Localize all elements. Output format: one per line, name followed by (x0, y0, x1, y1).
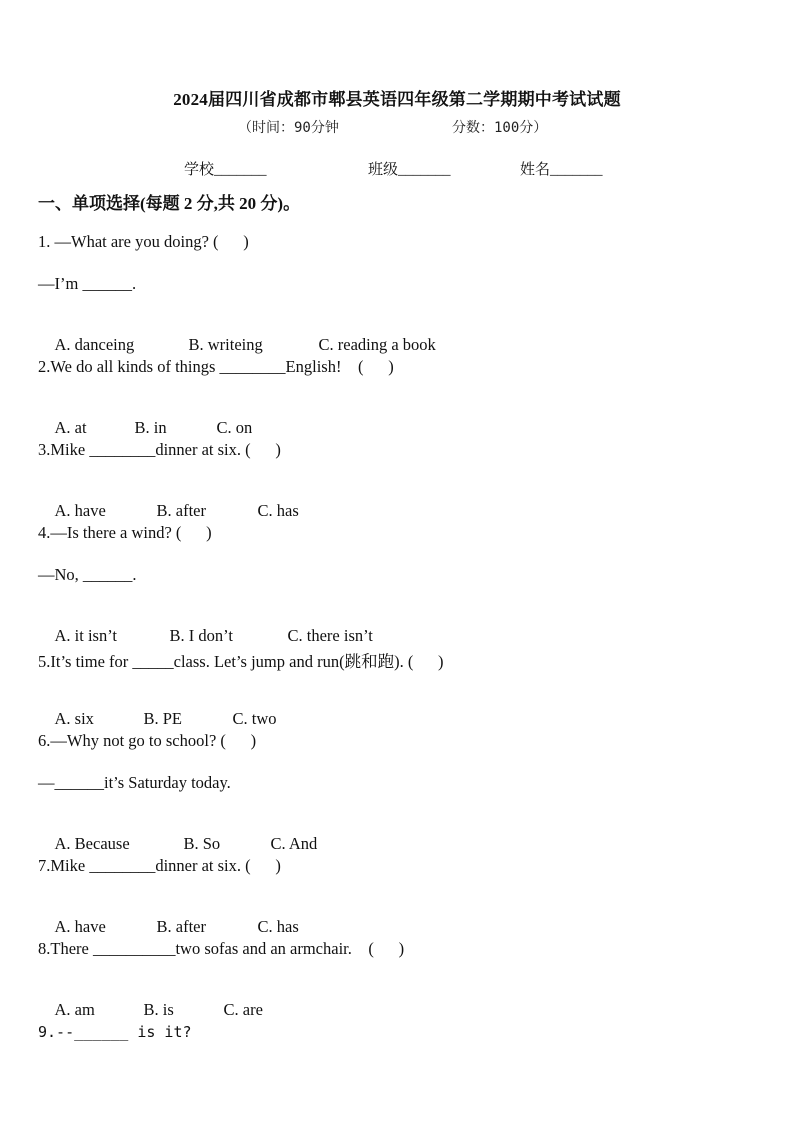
option-a[interactable]: A. six (54, 709, 94, 728)
page-title: 2024届四川省成都市郫县英语四年级第二学期期中考试试题 (173, 90, 621, 109)
option-b[interactable]: B. in (134, 418, 167, 437)
option-c[interactable]: C. on (216, 418, 253, 437)
name-field[interactable]: 姓名_______ (520, 162, 603, 178)
option-b[interactable]: B. writeing (188, 335, 263, 354)
option-b[interactable]: B. So (183, 834, 221, 853)
option-a[interactable]: A. danceing (54, 335, 135, 354)
option-a[interactable]: A. at (54, 418, 87, 437)
exam-score: 分数：100分） (452, 120, 548, 136)
option-c[interactable]: C. has (257, 917, 299, 936)
class-field[interactable]: 班级_______ (368, 162, 451, 178)
option-b[interactable]: B. I don’t (169, 626, 233, 645)
option-c[interactable]: C. reading a book (318, 335, 436, 354)
option-c[interactable]: C. are (223, 1000, 263, 1019)
school-field[interactable]: 学校_______ (184, 162, 267, 178)
option-a[interactable]: A. have (54, 501, 106, 520)
option-c[interactable]: C. two (232, 709, 277, 728)
question-9-stem: 9.--______ is it? (38, 1023, 192, 1041)
option-c[interactable]: C. has (257, 501, 299, 520)
option-b[interactable]: B. after (156, 501, 206, 520)
question-3-stem: 3.Mike ________dinner at six. ( ) (38, 440, 281, 459)
question-6-answer-line: —______it’s Saturday today. (38, 773, 231, 792)
question-5-stem: 5.It’s time for _____class. Let’s jump and run(跳和跑). ( ) (38, 652, 444, 671)
option-a[interactable]: A. am (54, 1000, 95, 1019)
question-1-stem: 1. —What are you doing? ( ) (38, 232, 249, 251)
section-heading: 一、单项选择(每题 2 分,共 20 分)。 (38, 194, 301, 213)
question-8-stem: 8.There __________two sofas and an armchair. ( ) (38, 939, 405, 958)
question-2-stem: 2.We do all kinds of things ________English! ( ) (38, 357, 394, 376)
question-7-stem: 7.Mike ________dinner at six. ( ) (38, 856, 281, 875)
option-b[interactable]: B. PE (143, 709, 183, 728)
exam-time: （时间：90分钟 (238, 120, 339, 136)
option-a[interactable]: A. Because (54, 834, 130, 853)
option-a[interactable]: A. it isn’t (54, 626, 117, 645)
question-4-answer-line: —No, ______. (38, 565, 137, 584)
question-6-stem: 6.—Why not go to school? ( ) (38, 731, 257, 750)
option-b[interactable]: B. after (156, 917, 206, 936)
option-c[interactable]: C. And (270, 834, 318, 853)
question-1-answer-line: —I’m ______. (38, 274, 137, 293)
option-a[interactable]: A. have (54, 917, 106, 936)
option-c[interactable]: C. there isn’t (287, 626, 373, 645)
option-b[interactable]: B. is (143, 1000, 174, 1019)
question-4-stem: 4.—Is there a wind? ( ) (38, 523, 212, 542)
